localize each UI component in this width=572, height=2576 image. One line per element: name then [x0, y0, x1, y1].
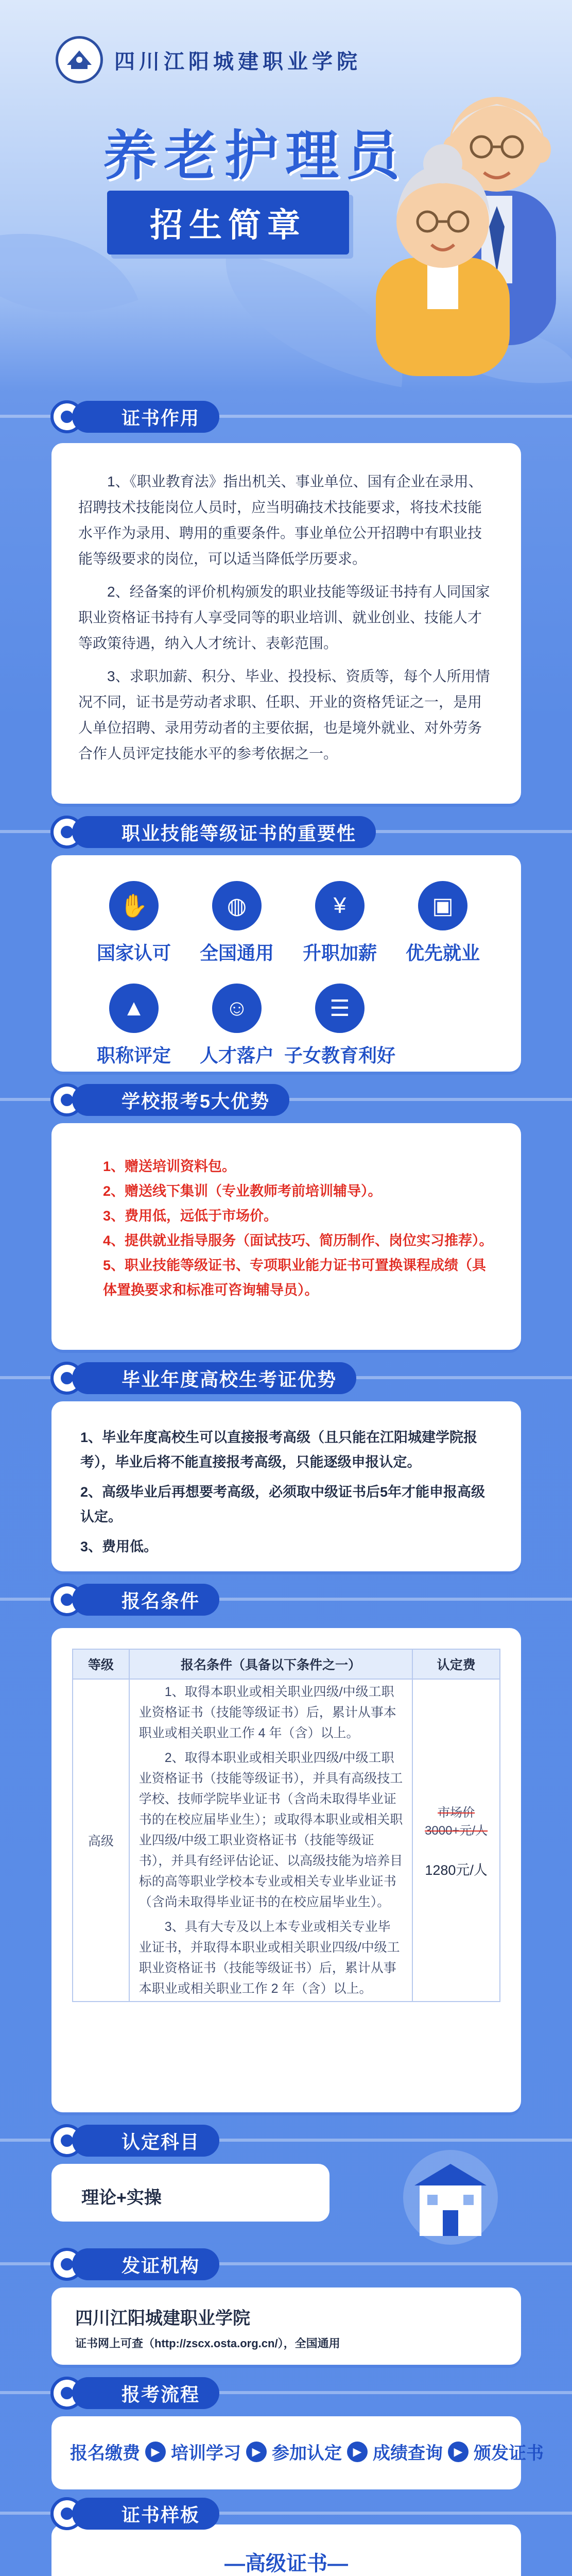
graduate-item: 2、高级毕业后再想要考高级，必须取中级证书后5年才能申报高级认定。 [80, 1484, 486, 1524]
importance-item [284, 984, 396, 1067]
level-cell: 高级 [73, 1679, 129, 2002]
graduation-cap-icon: ▲ [109, 984, 159, 1033]
arrow-right-icon: ▶ [145, 2442, 166, 2462]
process-flow [70, 2439, 544, 2464]
importance-item [185, 881, 288, 965]
process-step: 颁发证书 [474, 2444, 544, 2463]
books-icon: ☰ [315, 984, 365, 1033]
issuer-card [51, 2287, 521, 2365]
advantages-card [51, 1123, 521, 1350]
school-name: 四川江阳城建职业学院 [114, 50, 361, 73]
importance-item [288, 881, 391, 965]
importance-item [391, 881, 494, 965]
cert-role-paragraph: 1、《职业教育法》指出机关、事业单位、国有企业在录用、招聘技术技能岗位人员时，应当明确技术技能要求，将技术技能水平作为录用、聘用的重要条件。事业单位公开招聘中有职业技能等级要求的岗位，可以适当降低学历要求。 [78, 473, 483, 567]
section-title-importance: 职业技能等级证书的重要性 [72, 816, 376, 848]
briefcase-icon: ▣ [418, 881, 467, 930]
importance-grid [82, 881, 494, 1067]
conditions-table [72, 1649, 500, 2002]
table-header: 认定费 [412, 1649, 500, 1679]
section-title-process: 报考流程 [72, 2377, 219, 2409]
process-step: 成绩查询 [373, 2444, 443, 2463]
elderly-couple-illustration [360, 57, 566, 376]
process-step: 报名缴费 [70, 2444, 140, 2463]
arrow-right-icon: ▶ [448, 2442, 469, 2462]
importance-label: 人才落户 [199, 1045, 274, 1066]
hand-icon: ✋ [109, 881, 159, 930]
process-step: 参加认定 [272, 2444, 342, 2463]
building-illustration [391, 2148, 510, 2246]
graduate-list [80, 1425, 492, 1564]
subject-value: 理论+实操 [81, 2188, 162, 2208]
certificate-level-title: —高级证书— [224, 2552, 348, 2575]
importance-label: 优先就业 [405, 942, 480, 963]
globe-icon: ◍ [212, 881, 262, 930]
section-title-issuer: 发证机构 [72, 2248, 219, 2280]
process-step: 培训学习 [171, 2444, 241, 2463]
person-icon: ☺ [212, 984, 262, 1033]
table-header: 等级 [73, 1649, 129, 1679]
market-price-label: 市场价 [438, 1805, 475, 1820]
advantage-item: 1、赠送培训资料包。 [103, 1159, 236, 1174]
section-title-sample: 证书样板 [72, 2498, 219, 2530]
graduate-card [51, 1401, 521, 1571]
table-header-row [73, 1649, 500, 1679]
fee-cell [412, 1679, 500, 2002]
importance-item [82, 984, 185, 1067]
importance-item [82, 881, 185, 965]
school-emblem-icon [56, 36, 103, 83]
table-row [73, 1679, 500, 2002]
section-title-advantages: 学校报考5大优势 [72, 1084, 289, 1116]
section-title-cert-role: 证书作用 [72, 401, 219, 433]
school-logo-row [56, 36, 361, 83]
market-price: 3000+元/人 [425, 1823, 488, 1838]
subject-card [51, 2164, 330, 2222]
importance-label: 职称评定 [96, 1045, 171, 1066]
table-header: 报名条件（具备以下条件之一） [129, 1649, 413, 1679]
advantage-item: 3、费用低，远低于市场价。 [103, 1208, 278, 1224]
advantages-list [103, 1154, 494, 1302]
requirement-item: 3、具有大专及以上本专业或相关专业毕业证书，并取得本职业或相关职业四级/中级工职业资格证书（技能等级证书）后，累计从事本职业或相关职业工作 2 年（含）以上。 [138, 1920, 400, 1996]
section-title-graduate: 毕业年度高校生考证优势 [72, 1362, 356, 1394]
importance-label: 升职加薪 [302, 942, 377, 963]
coins-icon: ¥ [315, 881, 365, 930]
cert-role-paragraph: 3、求职加薪、积分、毕业、投投标、资质等，每个人所用情况不同，证书是劳动者求职、任职、开业的资格凭证之一，是用人单位招聘、录用劳动者的主要依据，也是境外就业、对外劳务合作人员评定技能水平的参考依据之一。 [78, 668, 490, 761]
hero-section [0, 0, 572, 392]
issuer-note: 证书网上可查（http://zscx.osta.org.cn/），全国通用 [75, 2337, 340, 2350]
importance-label: 国家认可 [96, 942, 171, 963]
arrow-right-icon: ▶ [246, 2442, 267, 2462]
graduate-item: 3、费用低。 [80, 1539, 158, 1554]
advantage-item: 4、提供就业指导服务（面试技巧、简历制作、岗位实习推荐）。 [103, 1233, 493, 1248]
requirements-cell [129, 1679, 413, 2002]
requirement-item: 1、取得本职业或相关职业四级/中级工职业资格证书（技能等级证书）后，累计从事本职业或相关职业工作 4 年（含）以上。 [138, 1685, 396, 1740]
advantage-item: 2、赠送线下集训（专业教师考前培训辅导）。 [103, 1183, 382, 1199]
graduate-item: 1、毕业年度高校生可以直接报考高级（且只能在江阳城建学院报考），毕业后将不能直接报考高级，只能逐级申报认定。 [80, 1430, 478, 1470]
importance-item [185, 984, 288, 1067]
fee-price: 1280元/人 [425, 1862, 488, 1878]
certificate-card [51, 2524, 521, 2576]
arrow-right-icon: ▶ [347, 2442, 368, 2462]
hero-title: 养老护理员 [103, 126, 407, 186]
process-card [51, 2416, 544, 2489]
issuer-name: 四川江阳城建职业学院 [75, 2309, 250, 2328]
section-title-conditions: 报名条件 [72, 1584, 219, 1616]
importance-label: 子女教育利好 [284, 1045, 396, 1066]
hero-subtitle-banner: 招生简章 [107, 191, 349, 255]
conditions-card [51, 1628, 521, 2112]
section-title-subject: 认定科目 [72, 2125, 219, 2157]
importance-card [51, 855, 521, 1072]
importance-label: 全国通用 [199, 942, 274, 963]
cert-role-card [51, 443, 521, 804]
advantage-item: 5、职业技能等级证书、专项职业能力证书可置换课程成绩（具体置换要求和标准可咨询辅导员）。 [103, 1258, 487, 1298]
requirement-item: 2、取得本职业或相关职业四级/中级工职业资格证书（技能等级证书），并具有高级技工学校、技师学院毕业证书（含尚未取得毕业证书的在校应届毕业生）；或取得本职业或相关职业四级/中级工职业资格证书（技能等级证书），并具有经评估论证、以高级技能为培养目标的高等职业学校本专业或相关专业毕业证书（含尚未取得毕业证书的在校应届毕业生）。 [138, 1751, 403, 1909]
cert-role-paragraph: 2、经备案的评价机构颁发的职业技能等级证书持有人同国家职业资格证书持有人享受同等的职业培训、就业创业、技能人才等政策待遇，纳入人才统计、表彰范围。 [78, 584, 490, 651]
